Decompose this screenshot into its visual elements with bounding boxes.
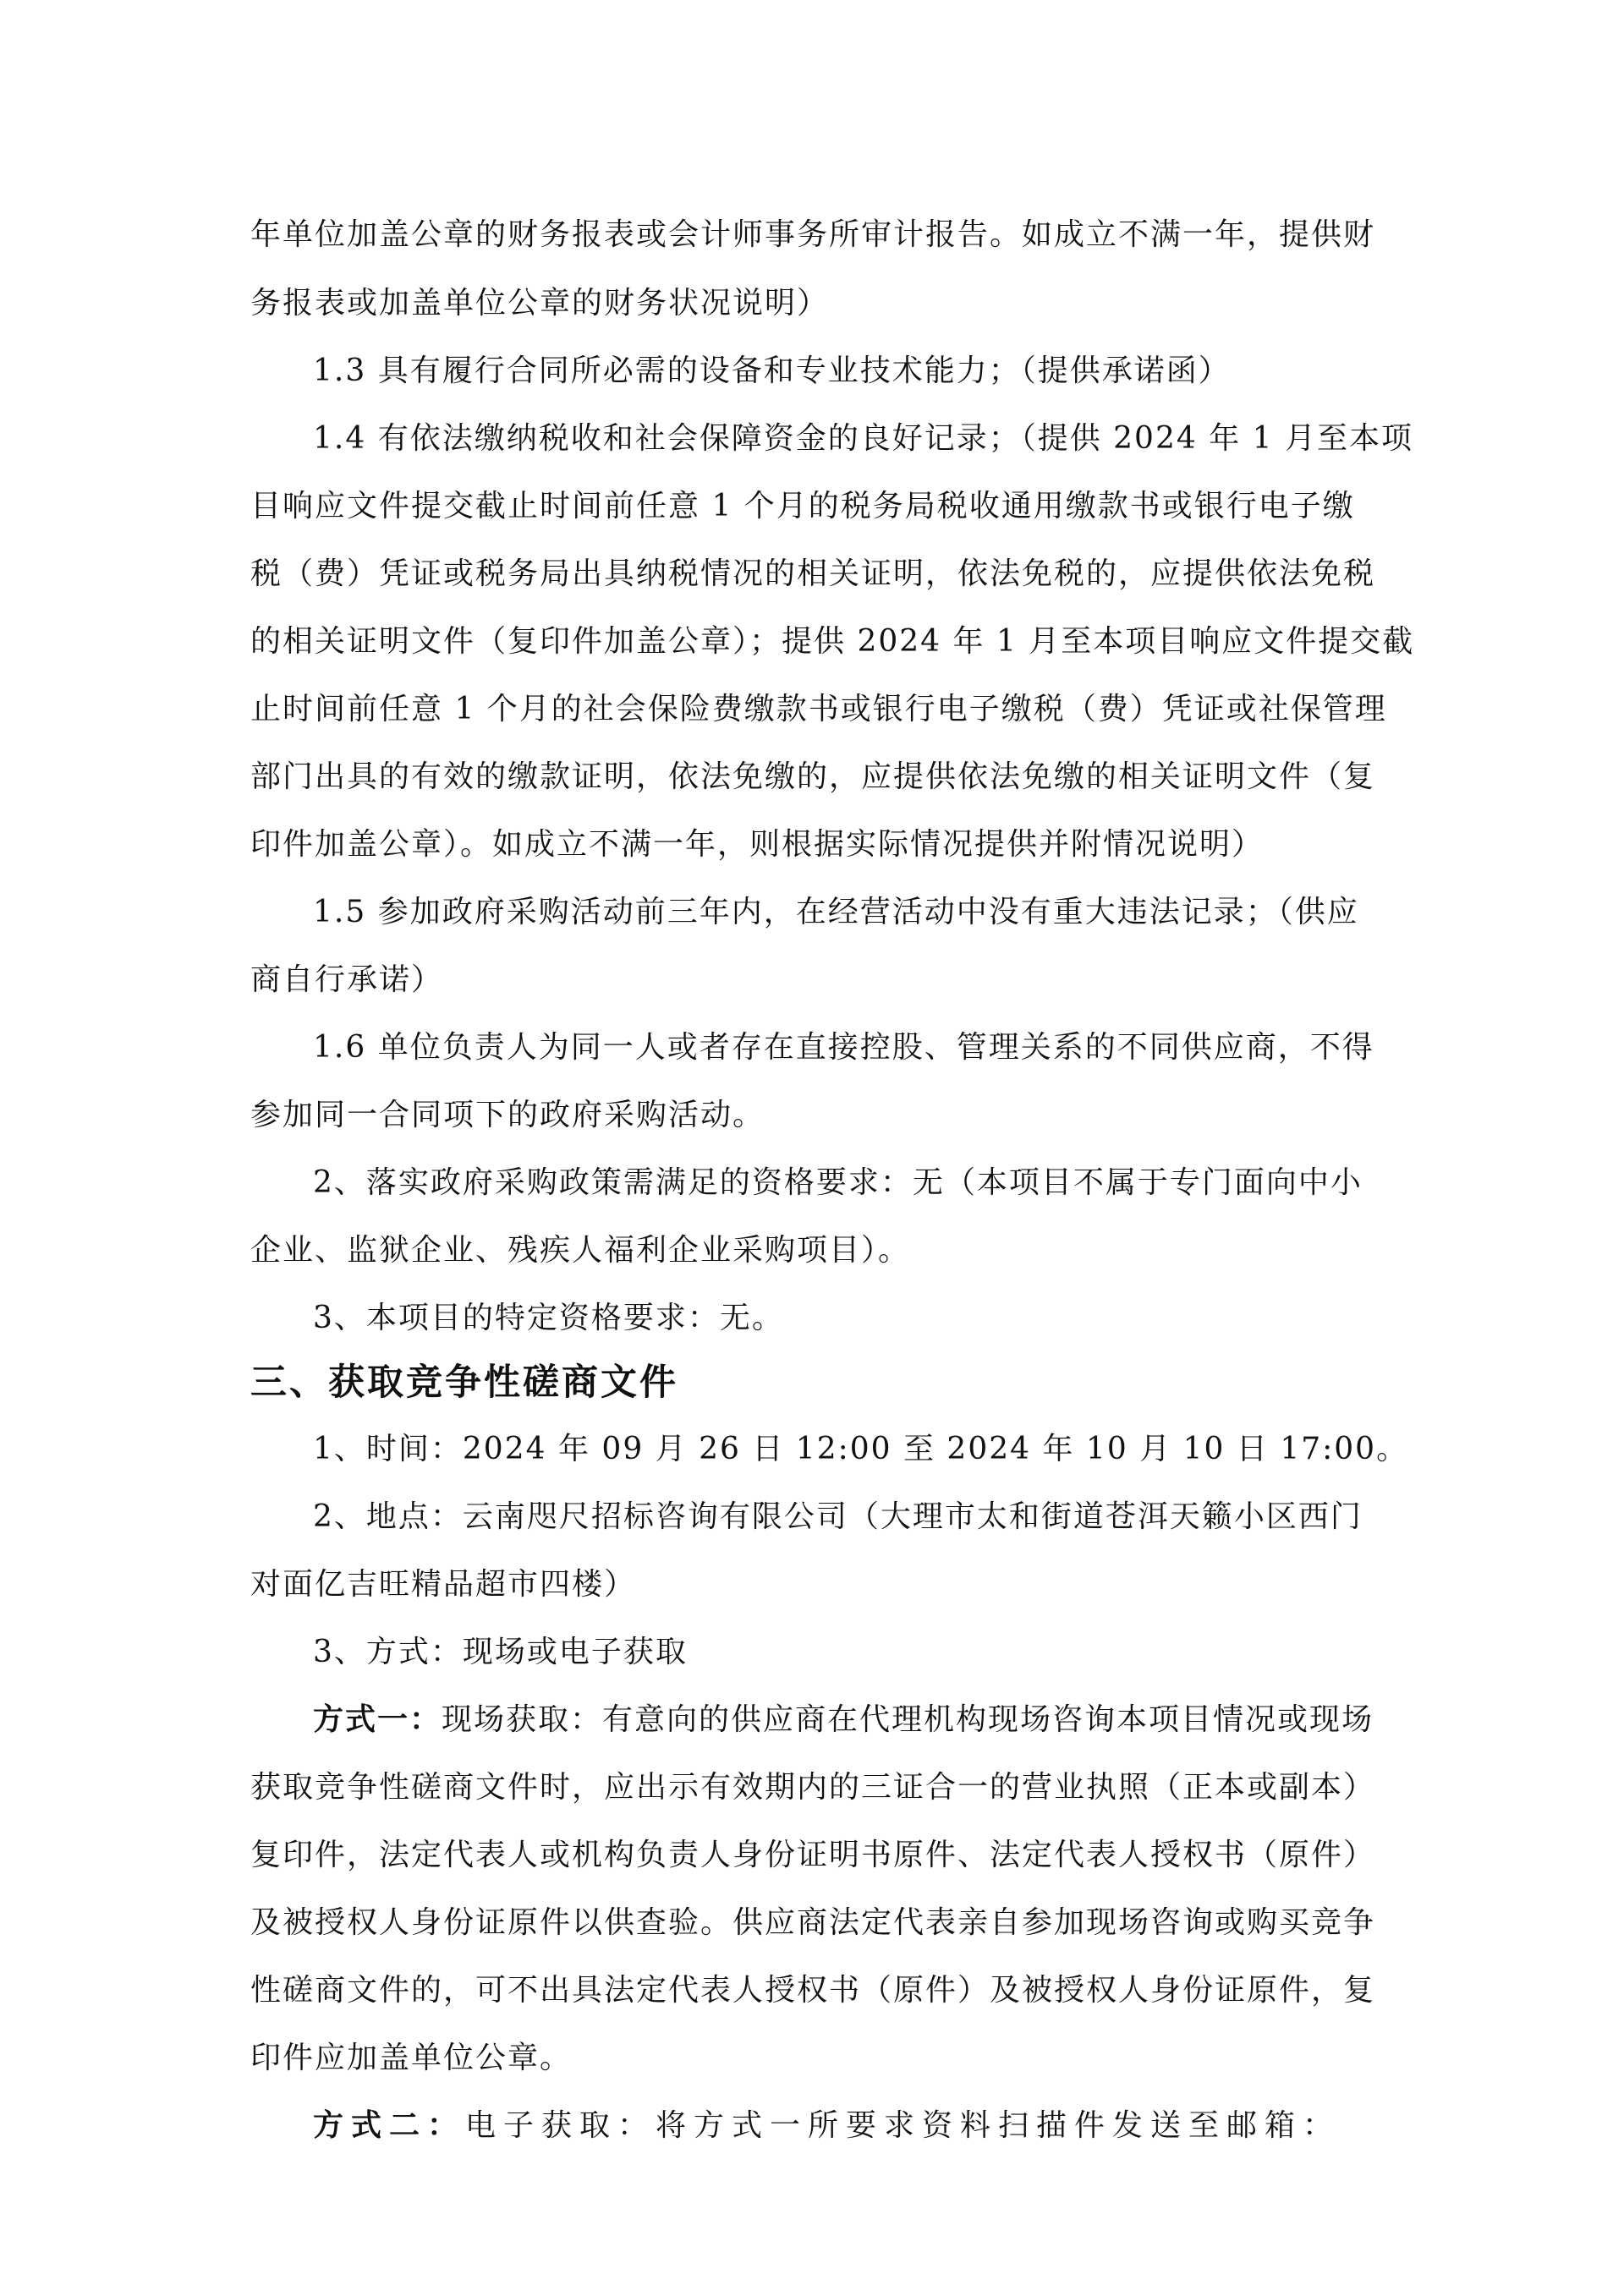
text-line: 3、本项目的特定资格要求：无。 — [313, 1301, 784, 1335]
text-line: 1.4 有依法缴纳税收和社会保障资金的良好记录；（提供 2024 年 1 月至本项 — [313, 421, 1413, 456]
method-two-label: 方式二： — [313, 2108, 466, 2143]
text-line: 1、时间：2024 年 09 月 26 日 12:00 至 2024 年 10 月 10 日 17:00。 — [313, 1432, 1409, 1466]
text-line: 印件应加盖单位公章。 — [250, 2041, 573, 2075]
text-line: 1.6 单位负责人为同一人或者存在直接控股、管理关系的不同供应商，不得 — [313, 1030, 1374, 1065]
text-line: 税（费）凭证或税务局出具纳税情况的相关证明，依法免税的，应提供依法免税 — [250, 556, 1376, 591]
text-line: 印件加盖公章）。如成立不满一年，则根据实际情况提供并附情况说明） — [250, 827, 1265, 862]
text-line: 止时间前任意 1 个月的社会保险费缴款书或银行电子缴税（费）凭证或社保管理 — [250, 692, 1387, 726]
text-line: 年单位加盖公章的财务报表或会计师事务所审计报告。如成立不满一年，提供财 — [250, 217, 1376, 252]
text-line: 性磋商文件的，可不出具法定代表人授权书（原件）及被授权人身份证原件，复 — [250, 1973, 1376, 2008]
method-one-text: 现场获取：有意向的供应商在代理机构现场咨询本项目情况或现场 — [442, 1702, 1374, 1737]
text-line: 2、地点：云南咫尺招标咨询有限公司（大理市太和街道苍洱天籁小区西门 — [313, 1499, 1363, 1534]
text-line: 复印件，法定代表人或机构负责人身份证明书原件、法定代表人授权书（原件） — [250, 1838, 1376, 1872]
text-line: 及被授权人身份证原件以供查验。供应商法定代表亲自参加现场咨询或购买竞争 — [250, 1905, 1376, 1940]
text-line: 获取竞争性磋商文件时，应出示有效期内的三证合一的营业执照（正本或副本） — [250, 1770, 1376, 1805]
text-line — [313, 2106, 1446, 2146]
text-line: 目响应文件提交截止时间前任意 1 个月的税务局税收通用缴款书或银行电子缴 — [250, 489, 1355, 523]
text-line: 对面亿吉旺精品超市四楼） — [250, 1567, 637, 1602]
text-line: 2、落实政府采购政策需满足的资格要求：无（本项目不属于专门面向中小 — [313, 1165, 1363, 1200]
text-line: 务报表或加盖单位公章的财务状况说明） — [250, 286, 830, 321]
text-line: 参加同一合同项下的政府采购活动。 — [250, 1098, 765, 1132]
text-line: 的相关证明文件（复印件加盖公章）；提供 2024 年 1 月至本项目响应文件提交截 — [250, 624, 1415, 659]
text-line: 部门出具的有效的缴款证明，依法免缴的，应提供依法免缴的相关证明文件（复 — [250, 759, 1376, 794]
method-one-label: 方式一： — [313, 1702, 442, 1737]
text-line: 商自行承诺） — [250, 962, 444, 997]
text-line: 1.5 参加政府采购活动前三年内，在经营活动中没有重大违法记录；（供应 — [313, 895, 1359, 929]
text-line: 3、方式：现场或电子获取 — [313, 1635, 688, 1669]
text-line: 1.3 具有履行合同所必需的设备和专业技术能力；（提供承诺函） — [313, 353, 1231, 388]
text-line: 企业、监狱企业、残疾人福利企业采购项目）。 — [250, 1233, 911, 1268]
section-heading: 三、获取竞争性磋商文件 — [250, 1362, 678, 1404]
method-two-text: 电子获取：将方式一所要求资料扫描件发送至邮箱： — [465, 2108, 1341, 2143]
text-line — [313, 1700, 1446, 1740]
